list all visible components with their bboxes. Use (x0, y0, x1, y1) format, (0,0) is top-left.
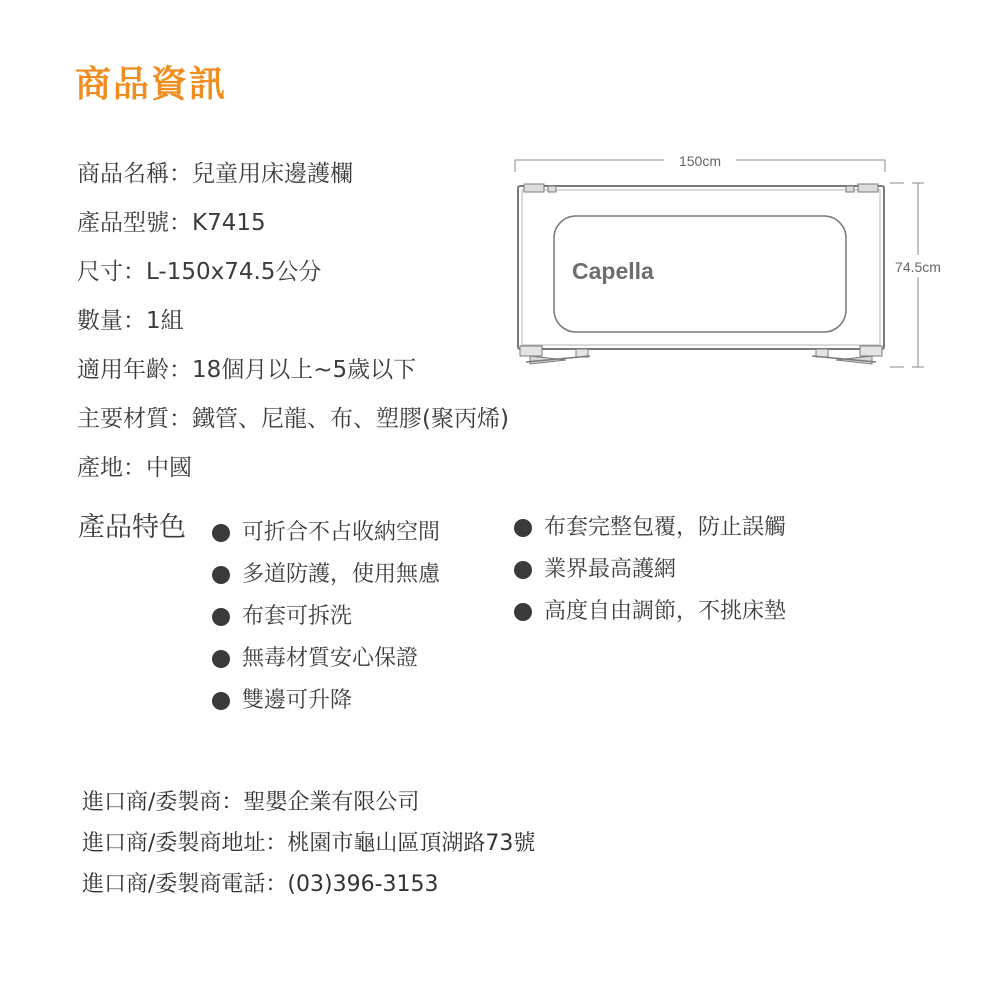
feature-item (212, 680, 440, 722)
feature-text: 業界最高護網 (544, 557, 677, 582)
bullet-icon (514, 603, 532, 621)
feature-text: 可折合不占收納空間 (242, 520, 441, 545)
features-heading: 產品特色 (78, 512, 186, 543)
spec-size: 尺寸：L-150x74.5公分 (77, 259, 322, 285)
width-label: 150cm (678, 153, 722, 169)
spec-quantity: 數量：1組 (77, 308, 184, 334)
bullet-icon (212, 650, 230, 668)
importer-phone: 進口商/委製商電話：(03)396-3153 (82, 872, 439, 897)
product-dimension-diagram (510, 150, 950, 380)
feature-item (212, 512, 440, 554)
feature-text: 布套可拆洗 (242, 604, 353, 629)
feature-item (514, 507, 786, 549)
importer-info (82, 783, 535, 906)
feature-item (514, 549, 786, 591)
feature-text: 雙邊可升降 (242, 688, 353, 713)
page-title: 商品資訊 (75, 64, 228, 105)
bullet-icon (514, 519, 532, 537)
features-list-left (212, 512, 440, 722)
spec-list (77, 152, 509, 495)
feature-item (212, 638, 440, 680)
feature-item (514, 591, 786, 633)
brand-label: Capella (572, 258, 654, 284)
bullet-icon (212, 524, 230, 542)
bullet-icon (212, 692, 230, 710)
importer-name: 進口商/委製商：聖嬰企業有限公司 (82, 790, 420, 815)
spec-model: 產品型號：K7415 (77, 210, 266, 236)
importer-address: 進口商/委製商地址：桃園市龜山區頂湖路73號 (82, 831, 536, 856)
bullet-icon (514, 561, 532, 579)
feature-text: 多道防護，使用無慮 (242, 562, 441, 587)
spec-origin: 產地：中國 (77, 455, 192, 481)
feature-text: 布套完整包覆，防止誤觸 (544, 515, 787, 540)
feature-item (212, 554, 440, 596)
height-dimension (890, 183, 924, 367)
bullet-icon (212, 608, 230, 626)
height-label: 74.5cm (895, 259, 941, 275)
feature-text: 高度自由調節，不挑床墊 (544, 599, 787, 624)
spec-age: 適用年齡：18個月以上~5歲以下 (77, 357, 417, 383)
spec-product-name: 商品名稱：兒童用床邊護欄 (77, 161, 353, 187)
feature-item (212, 596, 440, 638)
feature-text: 無毒材質安心保證 (242, 646, 419, 671)
spec-material: 主要材質：鐵管、尼龍、布、塑膠(聚丙烯) (77, 406, 509, 432)
features-list-right (514, 507, 786, 633)
bullet-icon (212, 566, 230, 584)
